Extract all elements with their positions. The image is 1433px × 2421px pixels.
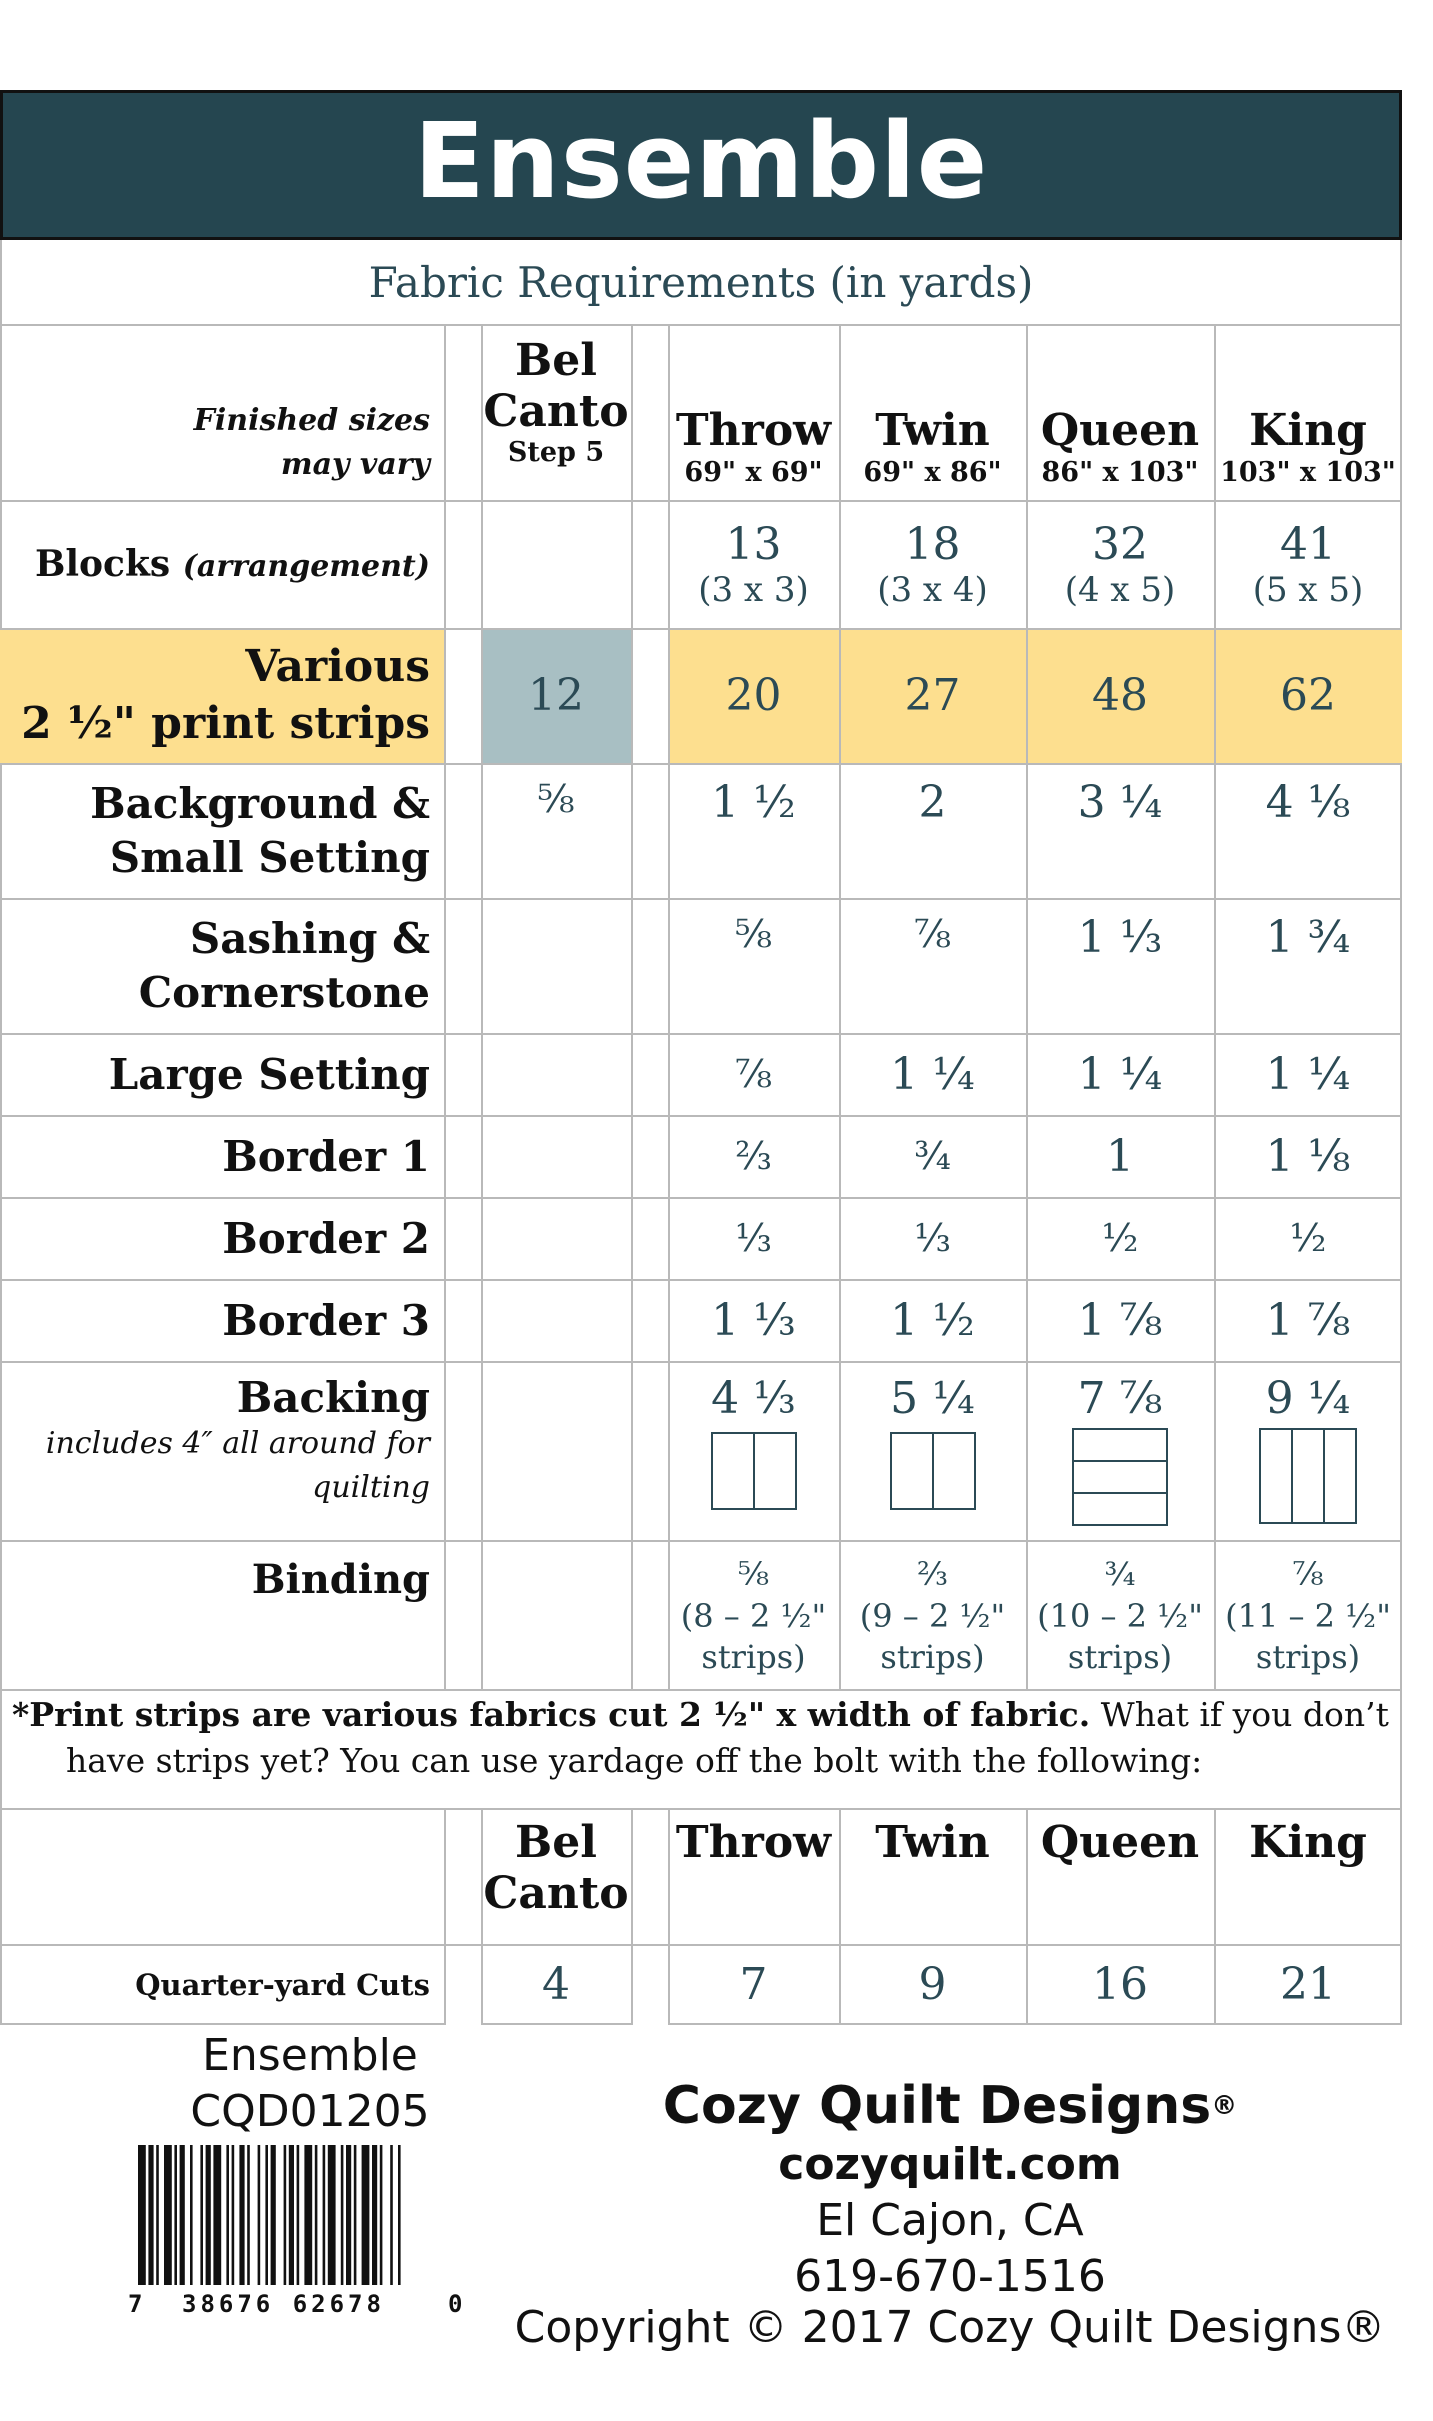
barcode-bar: [180, 2145, 185, 2285]
backing-diagram-two-panels-icon: [711, 1432, 797, 1510]
barcode-bar: [138, 2145, 146, 2285]
large-setting-queen: [1026, 1033, 1214, 1115]
row-label-border2: [0, 1197, 444, 1279]
column-name: Twin: [875, 405, 990, 457]
title-banner: [0, 90, 1402, 240]
cell-value: 62: [1280, 670, 1336, 721]
cell-value: 7 ⅞: [1077, 1373, 1163, 1424]
row-label-quarter-yard: [0, 1944, 444, 2025]
barcode-bar: [190, 2145, 193, 2285]
background-twin: [839, 763, 1026, 898]
backing-queen: [1026, 1361, 1214, 1540]
barcode-bar: [265, 2145, 268, 2285]
cell-value: 9 ¼: [1265, 1373, 1351, 1424]
background-queen: [1026, 763, 1214, 898]
border3-queen: [1026, 1279, 1214, 1361]
copyright: Copyright © 2017 Cozy Quilt Designs®: [514, 2302, 1386, 2353]
border3-twin: [839, 1279, 1026, 1361]
cell-strips: (11 – 2 ½": [1225, 1596, 1391, 1635]
barcode-bar: [226, 2145, 229, 2285]
label-line: Large Setting: [108, 1049, 430, 1099]
cell-value: 1 ⅞: [1265, 1294, 1351, 1346]
label-line: Background &: [90, 779, 430, 828]
barcode-bar: [239, 2145, 244, 2285]
barcode-bar: [284, 2145, 287, 2285]
quarter-bel-canto: [481, 1944, 631, 2025]
cell-value: 3 ¼: [1077, 777, 1163, 828]
cell-value: ⅝: [537, 777, 575, 821]
border3-king: [1214, 1279, 1402, 1361]
column-dims: 86" x 103": [1041, 457, 1199, 488]
backing-note-line: includes 4″ all around for: [45, 1426, 430, 1461]
cell-strips-word: strips): [880, 1638, 985, 1677]
backing-diagram-three-horizontal-panels-icon: [1072, 1428, 1168, 1526]
label-line: Small Setting: [109, 832, 430, 882]
cell-strips: (8 – 2 ½": [680, 1596, 827, 1635]
cell-arrangement: (3 x 4): [877, 569, 988, 610]
border1-queen: [1026, 1115, 1214, 1197]
background-bel-canto: [481, 763, 631, 898]
blocks-twin: [839, 500, 1026, 628]
table-subtitle-cell: [0, 240, 1402, 324]
column-name: King: [1249, 405, 1367, 457]
barcode-bar: [341, 2145, 344, 2285]
background-king: [1214, 763, 1402, 898]
cell-value: 20: [725, 670, 782, 721]
cell-value: 1 ½: [890, 1294, 975, 1346]
row-label-large-setting: [0, 1033, 444, 1115]
cell-value: ⅔: [916, 1555, 948, 1593]
column-name: Canto: [483, 385, 629, 437]
row-line: [0, 1689, 1402, 1691]
quarter-throw: [668, 1944, 839, 2025]
cell-value: ⅓: [735, 1216, 772, 1260]
binding-twin: [839, 1540, 1026, 1689]
cell-strips: (9 – 2 ½": [859, 1596, 1006, 1635]
barcode-bar: [323, 2145, 326, 2285]
cell-arrangement: (5 x 5): [1252, 569, 1364, 610]
cell-value: 1 ⅓: [711, 1294, 796, 1346]
cell-value: 27: [904, 670, 961, 721]
strips-throw: [668, 628, 839, 763]
barcode-bar: [297, 2145, 300, 2285]
strips-twin: [839, 628, 1026, 763]
backing-diagram-two-panels-icon: [890, 1432, 976, 1510]
cell-value: 4 ⅛: [1265, 777, 1351, 828]
header-note-line: Finished sizes: [193, 403, 430, 438]
cell-value: ⅓: [914, 1216, 951, 1260]
table-subtitle: Fabric Requirements (in yards): [368, 257, 1034, 307]
barcode-bar: [289, 2145, 294, 2285]
cell-value: 12: [528, 670, 584, 721]
barcode-bar: [328, 2145, 336, 2285]
company-city: El Cajon, CA: [816, 2195, 1084, 2246]
column-name: Queen: [1040, 1817, 1200, 1868]
label-line: Backing: [236, 1373, 430, 1422]
pattern-name: Ensemble: [202, 2030, 418, 2081]
border2-throw: [668, 1197, 839, 1279]
barcode-bar: [362, 2145, 370, 2285]
cell-value: 9: [918, 1959, 947, 2010]
col-line: [631, 1808, 633, 2025]
footnote-text: What if you don’t: [1100, 1695, 1389, 1734]
quarter-king: [1214, 1944, 1402, 2025]
barcode-bar: [148, 2145, 153, 2285]
column-name: Twin: [875, 1817, 990, 1868]
label-line: Various: [245, 641, 430, 693]
barcode-bar: [304, 2145, 312, 2285]
cell-strips: (10 – 2 ½": [1037, 1596, 1203, 1635]
footnote-text: have strips yet? You can use yardage off the bolt with the following:: [66, 1741, 1203, 1780]
header-bel-canto: [481, 324, 631, 500]
footnote-bold: *Print strips are various fabrics cut 2 ½" x width of fabric.: [12, 1695, 1091, 1734]
border2-twin: [839, 1197, 1026, 1279]
label-line: Border 1: [222, 1131, 430, 1181]
row-label-backing: [0, 1361, 444, 1540]
binding-throw: [668, 1540, 839, 1689]
label-line: Quarter-yard Cuts: [135, 1967, 430, 2002]
cell-value: ⅔: [735, 1134, 772, 1178]
barcode-bar: [354, 2145, 357, 2285]
barcode-bar: [213, 2145, 221, 2285]
barcode-bar: [156, 2145, 159, 2285]
column-name: Throw: [675, 405, 832, 457]
website-link[interactable]: cozyquilt.com: [778, 2139, 1122, 2190]
border1-king: [1214, 1115, 1402, 1197]
barcode-bar: [258, 2145, 261, 2285]
pattern-info: [150, 2028, 470, 2140]
cell-value: 4: [542, 1959, 570, 2010]
gap-column-4: [631, 1808, 668, 2025]
barcode-first-digit: 7: [128, 2290, 143, 2318]
column-dims: 69" x 69": [684, 457, 823, 488]
sashing-throw: [668, 898, 839, 1033]
barcode-bar: [346, 2145, 351, 2285]
label-line: Border 2: [222, 1213, 430, 1263]
cell-value: ⅞: [735, 1052, 772, 1096]
column-name: King: [1249, 1817, 1367, 1868]
brand-name: Cozy Quilt Designs: [662, 2076, 1212, 2136]
header-twin: [839, 324, 1026, 500]
sashing-queen: [1026, 898, 1214, 1033]
border3-throw: [668, 1279, 839, 1361]
cell-value: 5 ¼: [890, 1373, 975, 1424]
col-line: [481, 324, 483, 1689]
cell-value: 1 ¾: [1265, 912, 1351, 963]
cell-value: 13: [725, 518, 782, 570]
cell-value: 1 ⅞: [1077, 1294, 1163, 1346]
gap-column-2: [631, 324, 668, 1689]
fabric-table: [0, 240, 1402, 2025]
yardage-header-bel-canto: [481, 1808, 631, 1944]
cell-value: 18: [904, 518, 961, 570]
barcode-bar: [398, 2145, 401, 2285]
header-note-line: may vary: [280, 446, 430, 482]
cell-value: 4 ⅓: [711, 1373, 796, 1424]
cell-value: 32: [1092, 518, 1148, 570]
border2-queen: [1026, 1197, 1214, 1279]
barcode-bar: [206, 2145, 211, 2285]
row-label-binding: [0, 1540, 444, 1689]
header-note: [0, 324, 444, 500]
label-line: Border 3: [222, 1295, 430, 1345]
blocks-king: [1214, 500, 1402, 628]
cell-value: 16: [1092, 1959, 1148, 2010]
backing-king: [1214, 1361, 1402, 1540]
quarter-twin: [839, 1944, 1026, 2025]
barcode-bar: [174, 2145, 177, 2285]
large-setting-throw: [668, 1033, 839, 1115]
row-label-border1: [0, 1115, 444, 1197]
barcode-bar: [390, 2145, 393, 2285]
column-name: Canto: [483, 1867, 629, 1919]
cell-value: ¾: [914, 1134, 951, 1178]
gap-column-1: [444, 324, 481, 1689]
footnote: [12, 1692, 1392, 1808]
quarter-queen: [1026, 1944, 1214, 2025]
company-phone: 619-670-1516: [794, 2251, 1106, 2302]
cell-value: 21: [1280, 1959, 1336, 2010]
cell-value: ⅝: [737, 1555, 769, 1593]
border1-twin: [839, 1115, 1026, 1197]
barcode-bar: [200, 2145, 203, 2285]
header-king: [1214, 324, 1402, 500]
border2-king: [1214, 1197, 1402, 1279]
yardage-header-twin: [839, 1808, 1026, 1944]
cell-strips-word: strips): [1067, 1638, 1173, 1677]
header-queen: [1026, 324, 1214, 500]
strips-bel-canto: [481, 628, 631, 763]
cell-value: 48: [1092, 670, 1148, 721]
cell-value: 2: [918, 777, 947, 828]
barcode-bar: [372, 2145, 377, 2285]
barcode-icon: [130, 2145, 470, 2295]
cell-value: 1 ¼: [1077, 1048, 1163, 1100]
backing-twin: [839, 1361, 1026, 1540]
label-line: 2 ½" print strips: [21, 697, 430, 749]
yardage-header-throw: [668, 1808, 839, 1944]
cell-value: 1 ½: [711, 777, 796, 828]
label-line: Binding: [251, 1556, 430, 1603]
cell-arrangement: (4 x 5): [1064, 569, 1176, 610]
company-info: [470, 2075, 1430, 2305]
cell-value: ⅝: [735, 912, 772, 956]
yardage-header-king: [1214, 1808, 1402, 1944]
cell-value: ¾: [1104, 1555, 1136, 1593]
column-dims: 69" x 86": [863, 457, 1002, 488]
cell-value: 1 ¼: [1265, 1048, 1351, 1100]
barcode-bar: [271, 2145, 276, 2285]
blocks-label-note: (arrangement): [182, 549, 430, 584]
cell-value: 1 ⅛: [1265, 1130, 1351, 1182]
large-setting-twin: [839, 1033, 1026, 1115]
cell-value: ½: [1289, 1216, 1327, 1260]
cell-value: 1 ⅓: [1077, 912, 1163, 963]
page-title: Ensemble: [413, 100, 989, 222]
col-line: [444, 1808, 446, 2025]
backing-diagram-three-vertical-panels-icon: [1259, 1428, 1357, 1524]
header-throw: [668, 324, 839, 500]
yardage-header-queen: [1026, 1808, 1214, 1944]
cell-arrangement: (3 x 3): [698, 569, 809, 610]
brand-mark: ®: [1211, 2091, 1238, 2121]
pattern-code: CQD01205: [190, 2086, 430, 2137]
backing-note-line: quilting: [312, 1469, 430, 1505]
column-dims: 103" x 103": [1220, 457, 1396, 488]
sashing-twin: [839, 898, 1026, 1033]
blocks-queen: [1026, 500, 1214, 628]
barcode-middle-digits: 38676 62678: [182, 2290, 385, 2318]
row-label-sashing: [0, 898, 444, 1033]
row-label-strips: [0, 628, 444, 763]
label-line: Sashing &: [189, 914, 430, 963]
row-label-border3: [0, 1279, 444, 1361]
border1-throw: [668, 1115, 839, 1197]
cell-value: ⅞: [914, 912, 951, 956]
large-setting-king: [1214, 1033, 1402, 1115]
column-name: Queen: [1040, 405, 1200, 457]
column-name: Bel: [515, 1817, 597, 1868]
cell-strips-word: strips): [1255, 1638, 1361, 1677]
barcode-bar: [232, 2145, 235, 2285]
strips-king: [1214, 628, 1402, 763]
col-line: [631, 324, 633, 1689]
label-line: Cornerstone: [138, 967, 430, 1017]
barcode-bar: [164, 2145, 172, 2285]
column-name: Bel: [515, 335, 597, 386]
barcode-bar: [315, 2145, 318, 2285]
col-line: [444, 324, 446, 1689]
cell-value: 1: [1106, 1130, 1134, 1182]
row-label-blocks: [0, 500, 444, 628]
cell-strips-word: strips): [701, 1638, 806, 1677]
binding-king: [1214, 1540, 1402, 1689]
cell-value: 1 ¼: [890, 1048, 975, 1100]
blocks-throw: [668, 500, 839, 628]
sashing-king: [1214, 898, 1402, 1033]
row-label-background: [0, 763, 444, 898]
blocks-label: Blocks: [34, 543, 171, 585]
barcode-bar: [380, 2145, 383, 2285]
strips-queen: [1026, 628, 1214, 763]
cell-value: 41: [1280, 518, 1336, 570]
gap-column-3: [444, 1808, 481, 2025]
cell-value: 7: [739, 1959, 768, 2010]
column-dims: Step 5: [507, 437, 605, 469]
binding-queen: [1026, 1540, 1214, 1689]
cell-value: ⅞: [1292, 1555, 1324, 1593]
column-name: Throw: [675, 1817, 832, 1868]
background-throw: [668, 763, 839, 898]
cell-value: ½: [1101, 1216, 1139, 1260]
barcode-bar: [247, 2145, 250, 2285]
barcode-last-digit: 0: [448, 2290, 463, 2318]
backing-throw: [668, 1361, 839, 1540]
